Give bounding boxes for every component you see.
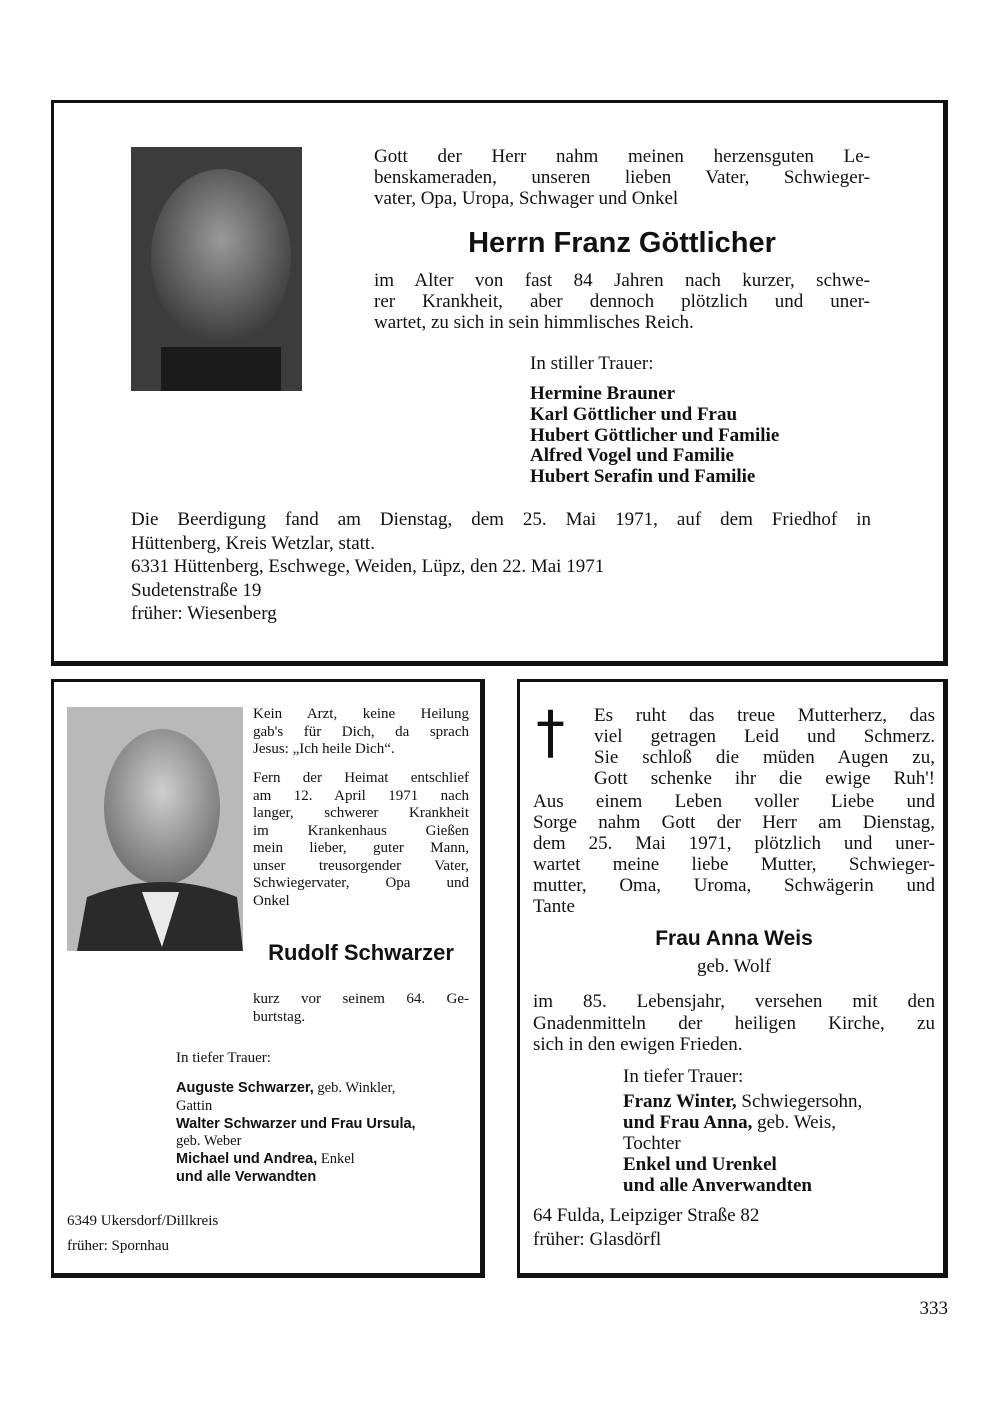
text-line: im Krankenhaus Gießen [253, 822, 469, 839]
text-line: im Alter von fast 84 Jahren nach kurzer, schwe- [374, 270, 870, 291]
text-line: wartet, zu sich in sein himmlisches Reich. [374, 312, 694, 333]
mourning-label: In stiller Trauer: [530, 353, 654, 374]
mourning-label: In tiefer Trauer: [623, 1066, 744, 1087]
address-line: früher: Glasdörfl [533, 1229, 662, 1250]
after-line: kurz vor seinem 64. Ge- [253, 991, 469, 1007]
notice3-verse [594, 705, 935, 789]
footer-line: Sudetenstraße 19 [131, 579, 262, 601]
mourner: und alle Anverwandten [623, 1175, 812, 1196]
mourner: geb. Weber [176, 1133, 242, 1150]
notice2-after [253, 991, 469, 1026]
text-line: dem 25. Mai 1971, plötzlich und uner- [533, 833, 935, 854]
quote-line: Kein Arzt, keine Heilung [253, 706, 469, 722]
text-line: Tante [533, 896, 575, 917]
notice3-after [533, 991, 935, 1056]
verse-line: Es ruht das treue Mutterherz, das [594, 705, 935, 726]
after-line: sich in den ewigen Frieden. [533, 1034, 743, 1055]
mourner: Auguste Schwarzer, geb. Winkler, [176, 1080, 396, 1096]
address-line: 6349 Ukersdorf/Dillkreis [67, 1213, 219, 1229]
notice2-address [67, 1209, 218, 1259]
quote-line: gab's für Dich, da sprach [253, 723, 469, 740]
mourner: Enkel und Urenkel [623, 1154, 777, 1175]
mourner: Gattin [176, 1097, 213, 1114]
notice2-quote [253, 706, 469, 759]
mourner: Hermine Brauner [530, 383, 676, 404]
mourner: Tochter [623, 1133, 681, 1154]
page-number: 333 [919, 1298, 948, 1319]
mourner: Walter Schwarzer und Frau Ursula, [176, 1115, 416, 1132]
footer-line: früher: Wiesenberg [131, 603, 277, 624]
text-line: Aus einem Leben voller Liebe und [533, 791, 935, 812]
text-line: unser treusorgender Vater, [253, 857, 469, 874]
mourner: Franz Winter, Schwiegersohn, [623, 1091, 863, 1112]
footer-line: 6331 Hüttenberg, Eschwege, Weiden, Lüpz, den 22. Mai 1971 [131, 556, 605, 577]
mourner: und Frau Anna, geb. Weis, [623, 1112, 836, 1133]
verse-line: Gott schenke ihr die ewige Ruh'! [594, 768, 935, 789]
mourner: Hubert Serafin und Familie [530, 466, 756, 488]
mourner: Hubert Göttlicher und Familie [530, 424, 780, 446]
notice2-text [253, 770, 469, 910]
notice1-text [374, 270, 870, 333]
footer-line: Hüttenberg, Kreis Wetzlar, statt. [131, 532, 375, 554]
deceased-name: Herrn Franz Göttlicher [468, 227, 776, 259]
mourner: Karl Göttlicher und Frau [530, 403, 738, 425]
address-line: 64 Fulda, Leipziger Straße 82 [533, 1205, 760, 1226]
mourners-list [530, 384, 779, 488]
verse-line: Sie schloß die müden Augen zu, [594, 747, 935, 768]
birth-name: geb. Wolf [696, 956, 772, 977]
mourner: und alle Verwandten [176, 1168, 317, 1185]
after-line: im 85. Lebensjahr, versehen mit den [533, 991, 935, 1012]
notice1-footer [131, 508, 871, 626]
intro-line: Gott der Herr nahm meinen herzensguten Le- [374, 146, 870, 167]
intro-line: benskameraden, unseren lieben Vater, Schwieger- [374, 167, 870, 188]
intro-line: vater, Opa, Uropa, Schwager und Onkel [374, 188, 679, 209]
text-line: langer, schwerer Krankheit [253, 805, 469, 821]
mourners-list [176, 1080, 466, 1187]
after-line: Gnadenmitteln der heiligen Kirche, zu [533, 1012, 935, 1034]
text-line: rer Krankheit, aber dennoch plötzlich und uner- [374, 291, 870, 312]
quote-line: Jesus: „Ich heile Dich“. [253, 741, 395, 757]
deceased-name: Frau Anna Weis [655, 927, 813, 950]
deceased-name: Rudolf Schwarzer [268, 940, 454, 965]
portrait-photo-franz [131, 147, 302, 391]
notice3-text [533, 791, 935, 917]
text-line: mutter, Oma, Uroma, Schwägerin und [533, 875, 935, 896]
portrait-photo-rudolf [67, 707, 243, 951]
mourner: Michael und Andrea, Enkel [176, 1151, 355, 1168]
after-line: burtstag. [253, 1008, 306, 1025]
mourning-label: In tiefer Trauer: [176, 1050, 271, 1066]
text-line: Sorge nahm Gott der Herr am Dienstag, [533, 812, 935, 833]
footer-line: Die Beerdigung fand am Dienstag, dem 25. Mai 1971, auf dem Friedhof in [131, 509, 871, 530]
mourners-list [623, 1091, 933, 1196]
text-line: Schwiegervater, Opa und [253, 875, 469, 891]
text-line: Fern der Heimat entschlief [253, 770, 469, 786]
cross-icon: † [536, 698, 565, 766]
text-line: mein lieber, guter Mann, [253, 840, 469, 856]
notice1-intro [374, 146, 870, 209]
text-line: Onkel [253, 892, 290, 909]
notice3-address [533, 1204, 759, 1252]
address-line: früher: Spornhau [67, 1238, 170, 1254]
text-line: am 12. April 1971 nach [253, 787, 469, 804]
text-line: wartet meine liebe Mutter, Schwieger- [533, 854, 935, 875]
verse-line: viel getragen Leid und Schmerz. [594, 726, 935, 747]
mourner: Alfred Vogel und Familie [530, 445, 734, 467]
